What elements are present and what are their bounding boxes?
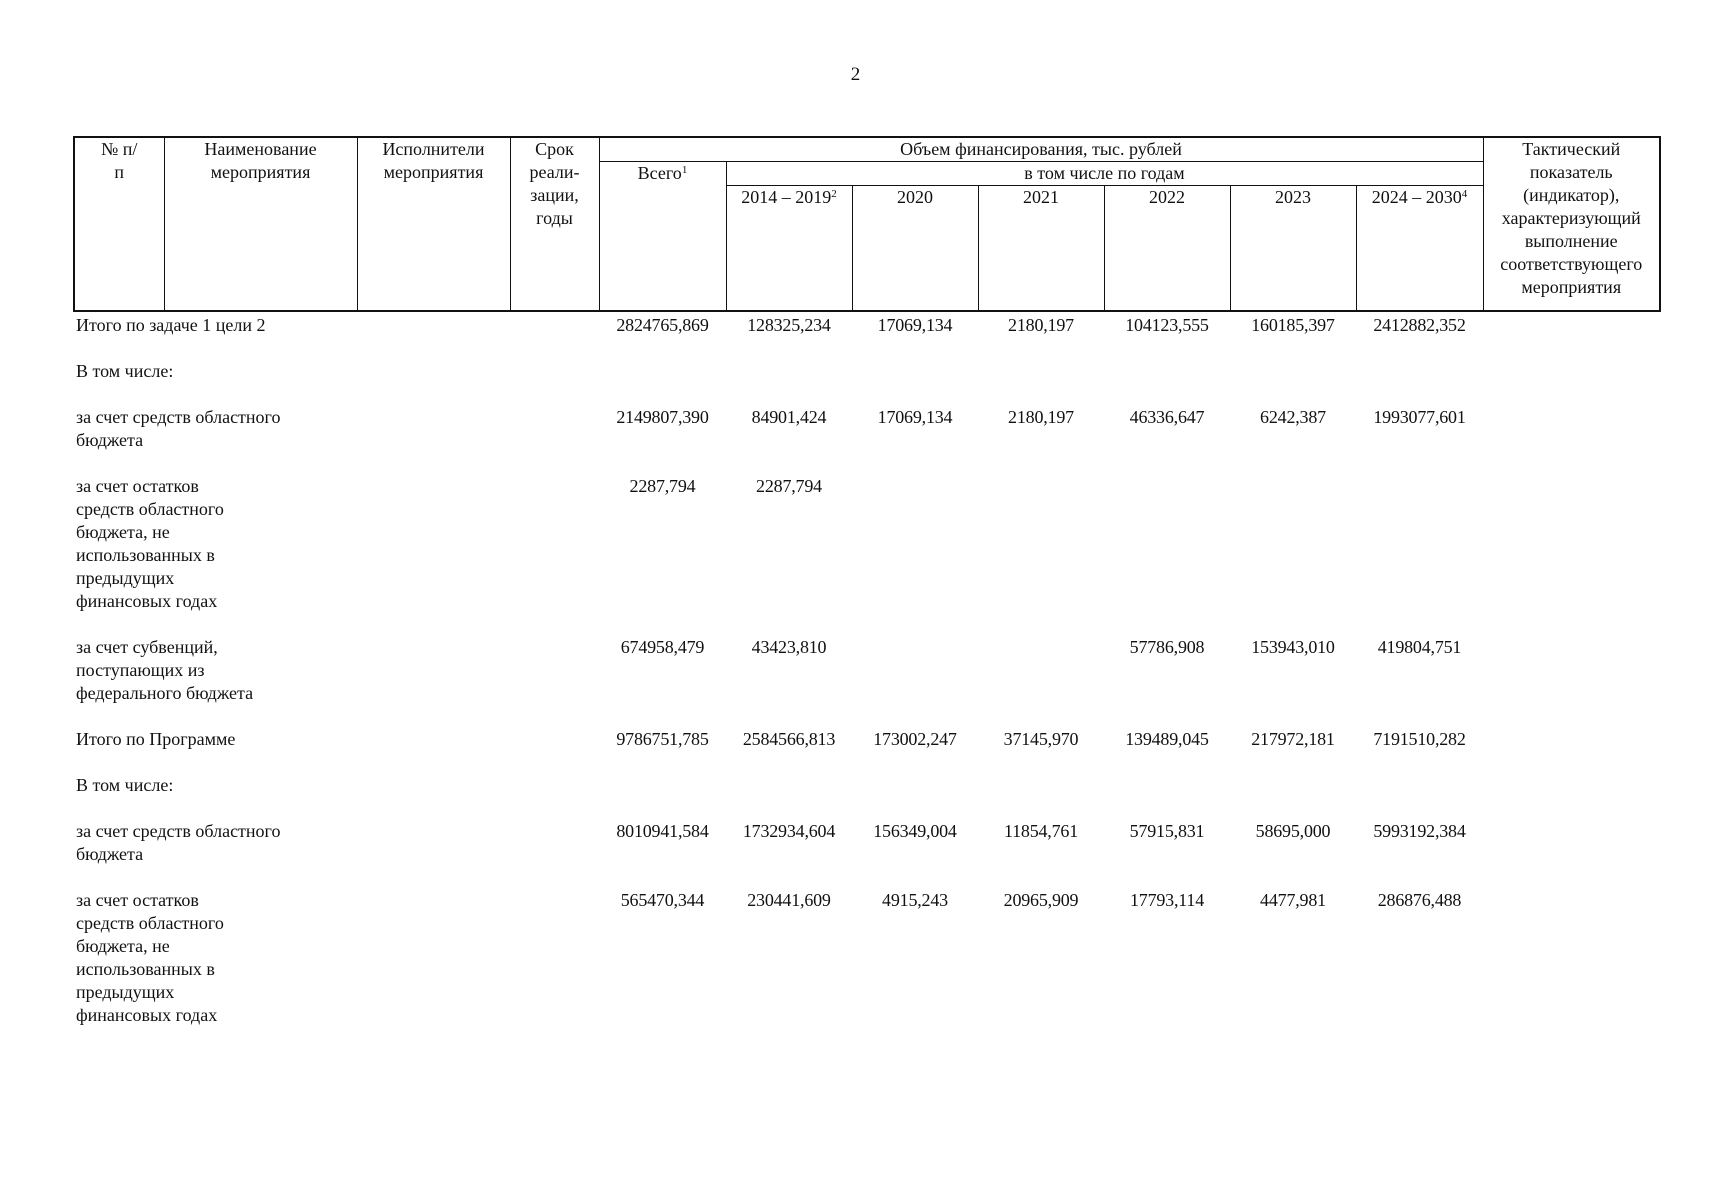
header-executors: Исполнители мероприятия [357,137,510,311]
cell-value: 173002,247 [873,728,957,749]
cell-indicator [1483,360,1660,406]
cell-indicator [1483,311,1660,360]
cell-value [726,774,852,820]
cell-value [1104,360,1230,406]
cell-value: 217972,181 [1251,728,1335,749]
header-indicator: Тактический показатель (индикатор), характеризующий выполнение соответствующего мероприятия [1483,137,1660,311]
cell-value [852,360,978,406]
table-row [74,889,1660,1027]
header-year [978,186,1104,311]
cell-indicator [1483,774,1660,820]
header-year-label: 2020 [897,187,933,207]
row-name: Итого по Программе [76,728,236,749]
cell-value [1356,774,1483,820]
cell-value [852,475,978,636]
header-year [726,186,852,311]
table-row [74,406,1660,475]
cell-value [1104,475,1230,636]
cell-value: 2412882,352 [1373,314,1466,335]
cell-indicator [1483,889,1660,1027]
table-row [74,820,1660,889]
cell-value: 160185,397 [1251,314,1335,335]
cell-value: 6242,387 [1260,406,1326,427]
cell-value: 4477,981 [1260,889,1326,910]
cell-value: 58695,000 [1255,820,1331,841]
header-name: Наименование мероприятия [164,137,357,311]
cell-value [1104,774,1230,820]
cell-value [978,360,1104,406]
header-year [1104,186,1230,311]
cell-value: 17069,134 [877,406,953,427]
row-name: за счет субвенций, поступающих из федерального бюджета [76,636,254,703]
header-total-label: Всего [637,163,682,183]
cell-value: 2180,197 [1008,406,1074,427]
row-name: за счет остатков средств областного бюджета, не использованных в предыдущих финансовых годах [76,889,224,1025]
header-year-label: 2024 – 2030 [1371,187,1462,207]
cell-indicator [1483,636,1660,728]
cell-total [599,774,726,820]
table-row [74,636,1660,728]
cell-total [599,360,726,406]
row-name: Итого по задаче 1 цели 2 [76,314,266,335]
table-body [74,311,1660,1027]
cell-total: 2149807,390 [616,406,709,427]
cell-value [978,475,1104,636]
cell-value: 37145,970 [1003,728,1079,749]
table-row [74,311,1660,360]
cell-indicator [1483,820,1660,889]
cell-total: 2824765,869 [616,314,709,335]
header-year-label: 2023 [1275,187,1311,207]
cell-total: 8010941,584 [616,820,709,841]
row-name: за счет средств областного бюджета [76,820,281,864]
header-total-note: 1 [681,164,688,176]
header-funding: Объем финансирования, тыс. рублей [599,137,1483,162]
table-row [74,475,1660,636]
cell-value: 104123,555 [1125,314,1209,335]
cell-value: 139489,045 [1125,728,1209,749]
cell-value: 11854,761 [1003,820,1079,841]
cell-value: 7191510,282 [1373,728,1466,749]
cell-value: 84901,424 [751,406,827,427]
cell-value [1230,360,1356,406]
row-name: В том числе: [76,774,174,795]
header-total [599,162,726,311]
cell-value: 1993077,601 [1373,406,1466,427]
header-year [852,186,978,311]
cell-value: 153943,010 [1251,636,1335,657]
table-header [74,137,1660,311]
cell-value: 17793,114 [1129,889,1205,910]
cell-value [1230,475,1356,636]
cell-indicator [1483,475,1660,636]
cell-value [852,636,978,728]
cell-value [978,774,1104,820]
header-year-note: 4 [1461,188,1468,200]
cell-indicator [1483,728,1660,774]
header-year [1230,186,1356,311]
header-year-label: 2014 – 2019 [741,187,832,207]
cell-value: 5993192,384 [1373,820,1466,841]
header-year [1356,186,1483,311]
table-row [74,728,1660,774]
cell-total: 565470,344 [620,889,705,910]
cell-value: 20965,909 [1003,889,1079,910]
header-term: Срок реали-зации, годы [510,137,599,311]
cell-value: 1732934,604 [742,820,836,841]
header-by-years: в том числе по годам [726,162,1483,186]
funding-table [73,136,1661,1027]
cell-value [852,774,978,820]
cell-value: 2584566,813 [742,728,836,749]
cell-value: 57786,908 [1129,636,1205,657]
header-year-label: 2021 [1023,187,1059,207]
cell-total: 2287,794 [629,475,696,496]
cell-value: 230441,609 [747,889,831,910]
cell-value: 17069,134 [877,314,953,335]
table-row [74,774,1660,820]
cell-total: 674958,479 [620,636,705,657]
cell-value [1356,360,1483,406]
cell-value: 2287,794 [756,475,822,496]
cell-value: 43423,810 [751,636,827,657]
table-row [74,360,1660,406]
header-num: № п/п [74,137,164,311]
cell-value [726,360,852,406]
cell-indicator [1483,406,1660,475]
cell-value: 286876,488 [1377,889,1462,910]
header-year-note: 2 [831,188,837,200]
page-number: 2 [850,64,861,85]
cell-value: 57915,831 [1129,820,1205,841]
row-name: за счет остатков средств областного бюджета, не использованных в предыдущих финансовых годах [76,475,224,611]
row-name: В том числе: [76,360,174,381]
cell-value [1356,475,1483,636]
funding-table-wrapper [73,136,1661,1027]
cell-value: 46336,647 [1129,406,1205,427]
row-name: за счет средств областного бюджета [76,406,281,450]
header-year-label: 2022 [1149,187,1185,207]
cell-value: 4915,243 [882,889,948,910]
cell-value [978,636,1104,728]
cell-value: 2180,197 [1008,314,1074,335]
cell-value: 156349,004 [873,820,957,841]
cell-value [1230,774,1356,820]
cell-value: 128325,234 [747,314,831,335]
cell-value: 419804,751 [1377,636,1462,657]
cell-total: 9786751,785 [616,728,709,749]
